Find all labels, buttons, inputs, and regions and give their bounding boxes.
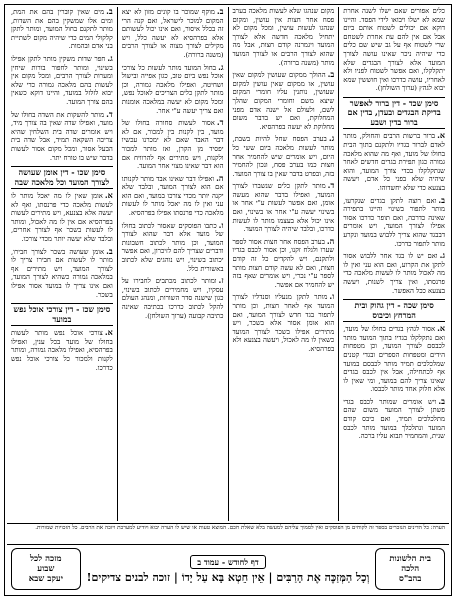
- document-page: [4, 4, 452, 596]
- paragraph: [122, 7, 224, 60]
- paragraph: [122, 118, 224, 171]
- paragraph: [122, 63, 224, 116]
- right-logo: [375, 548, 445, 590]
- paragraph: [233, 134, 335, 178]
- paragraph: [233, 7, 335, 67]
- paragraph-number: ה.: [326, 235, 335, 246]
- paragraph: [343, 196, 445, 249]
- paragraph-text: מוקף שמוכר בו קונים מזון לא יצא המקום למוכר לישראל, ואם קנה הרי זה בכלל איסור, ואם אינו יכול לעשותם אלא בפרהסיא לא יעשה כלל, ויש מקילים לצורך מצוה או לצורך הרבים (משנה ברורה).: [121, 8, 224, 59]
- paragraph-number: א.: [104, 190, 113, 201]
- section-heading: סימן שכו - דין אומן שעושה לצורך המועד וכל מלאכה שבה: [11, 166, 113, 189]
- paragraph: [122, 276, 224, 320]
- paragraph-text: מותר להשקות את השדה בחולו של מועד, ואפילו שדה שאין בה צורך מיד, ויש אומרים שדה בית השלחין שהיא צריכה השקאה תמיד, אבל שדה בית הבעל אסור, ומכל מקום אסור לעשות בדבר שיש בו טורח יתר.: [11, 110, 113, 162]
- footer-note: הערה: כל הדינים הנזכרים בספר זה לקוחים מן הפוסקים ואין לסמוך עליהם למעשה בלא שאלת חכם. המוצא טעות או שיש לו הערה יבוא ויודיע למערכת ויזכה את הרבים. כל הזכויות שמורות.: [7, 523, 449, 545]
- paragraph-number: ג.: [439, 250, 445, 261]
- paragraph-number: ב.: [106, 245, 113, 256]
- paragraph-number: ז.: [218, 275, 224, 286]
- paragraph-number: ו.: [218, 219, 224, 230]
- text-columns: [7, 7, 449, 521]
- paragraph-text: כלים אפורים שאם ישלו לשנה אחרת שמא לא ישלו ויבואו לידי הפסד. והיינו דוקא אם יכולים לשטוח אותם ביום אבל אם אין להם עת אחרת לשטחם שרי לשטוח אף על גב שיש שם כלים כדי שיהיה ניכר שאינו עושה לצורך המועד אלא לצורך הבגדים שלא יתקלקלו, ואם אפשר לשטוח לפניו ולא לאחריו, עושה כדרכו ואין חוששין שמא יבוא לגהץ (ערוך השולחן).: [343, 7, 445, 93]
- paragraph-text: ויש אומרים שמותר לכבס בגדי פשתן לצורך המועד משום שהם מתלכלכים תמיד, ואם כיבס קודם המועד ונתלכלך במועד מותר לכבס שנית, והמחמיר תבוא עליו ברכה.: [343, 397, 445, 441]
- paragraph-number: ב.: [216, 7, 224, 16]
- right-logo-line: בית הלשונות: [389, 554, 432, 564]
- bottom-bar: [7, 545, 449, 593]
- paragraph: [343, 324, 445, 394]
- paragraph-text: ומותר לכתוב מכתבים לחבירו על עסקיו, ויש מחמירים לכתוב בשינוי, כגון שישנה סדר השורות, ומנהג העולם להקל לכתוב כדרכו בכתיבה שאינה כתיבה קבועה (ערוך השולחן).: [121, 277, 224, 320]
- paragraph: [11, 328, 113, 372]
- left-logo-line: יעקב שבא: [28, 574, 63, 584]
- paragraph: [11, 191, 113, 244]
- left-logo-line: שבוע: [37, 564, 55, 574]
- left-logo: [11, 548, 81, 590]
- paragraph-number: ג.: [218, 61, 224, 72]
- paragraph: [343, 131, 445, 192]
- text-column: [229, 7, 340, 521]
- right-logo-line: בהב"ס: [399, 574, 422, 584]
- paragraph: [11, 7, 113, 51]
- paragraph-number: ב.: [106, 7, 113, 16]
- paragraph-number: ג.: [328, 133, 335, 144]
- section-heading: סימן שכה - דין גהוק ובית המרחץ וכיבוס: [343, 299, 445, 322]
- page-label: דף לחודש - עמוד ב: [190, 555, 266, 569]
- section-heading: סימן שכז - דין צורכי אוכל נפש במועד: [11, 303, 113, 326]
- paragraph: [233, 70, 335, 131]
- paragraph-number: ד.: [216, 117, 224, 128]
- paragraph-number: ג.: [107, 52, 113, 63]
- paragraph-text: צורכי אוכל נפש מותר לעשות בחולו של מועד בכל ענין, ואפילו בפרהסיא, ואפילו מלאכה גמורה, ומותר לקנות ולמכור כל צורכי אוכל נפש כדרכו.: [11, 329, 113, 372]
- paragraph: [343, 7, 445, 93]
- paragraph: [11, 54, 113, 107]
- paragraph-text: אסור לגהץ בגדים בחולו של מועד, ואם נתקלקלו בגדיו בתוך המועד מותר לכבסם לצורך המועד, וכן מטפחות הידים ומטפחות הספרים ובגדי קטנים שמלכלכים תמיד מותר לכבסם במועד אף לכתחילה, אבל אין לכבס בגדים שאינו צריך להם במועד, ומי שאין לו אלא חלוק אחד מותר לכבסו.: [343, 325, 445, 394]
- paragraph-text: כתבו הפוסקים שאסור לכתוב בחולו של מועד אלא דבר שהוא לצורך המועד, וכן מותר לכתוב חשבונות ודברים שצריך להם לזיכרון, ואם אפשר יכתוב בשינוי, ויש נוהגים שלא לכתוב באשורית כלל.: [121, 221, 224, 273]
- right-logo-line: הלכה: [401, 564, 420, 574]
- paragraph: [11, 247, 113, 300]
- paragraph-text: ואפילו דבר שאינו אבד מותר לקנותו אם הוא לצורך המועד, ובלבד שלא יקנה יותר מכדי צורכו במועד, ואם הוא עני ואין לו מה יאכל מותר לו לעשות מלאכה כדי פרנסתו אפילו בפרהסיא.: [121, 174, 224, 218]
- paragraph: [122, 221, 224, 274]
- paragraph-number: ד.: [327, 180, 335, 191]
- paragraph-text: ברור ברשות הרבים והחולק, מותר לאדם לברור בגדיו ולתקנם בתוך הבית בחולו של מועד, ואף מה שהוא מלאכה גמורה כגון תפירת בגדים חדשים לאחר שנתקלקלו בכדי צורך המועד, והוא שיהיה שלא בפני כל אדם, ויעשה בצנעא כדי שלא יחשדוהו.: [343, 132, 445, 192]
- paragraph-text: בערב הפסח שחל להיות בשבת, מותר לעשות מלאכה ביום ששי כל היום, ויש אומרים שיש להחמיר אחר חצות כמו בערב פסח, ונכון להחמיר בזה, ובפרט בדבר שאין בו צורך המועד.: [232, 135, 335, 178]
- paragraph: [233, 237, 335, 290]
- paragraph-text: ההולך ממקום שעושין למקום שאין עושין, או ממקום שאין עושין למקום שעושין, נותנין עליו חומרי המקום שיצא משם וחומרי המקום שהלך לשם, ולעולם אל ישנה אדם מפני המחלוקת, ואם יש בדבר משום מחלוקת לא יעשה בפרהסיא.: [232, 71, 335, 131]
- paragraph: [233, 292, 335, 353]
- left-logo-line: מזכה לכל: [30, 554, 62, 564]
- paragraph: [122, 174, 224, 218]
- paragraph-text: בחול המועד מותר לעשות כל צורכי אוכל נפש ביום טוב, כגון אפייה ובישול ושחיטה, ואפילו מלאכה גמורה, וכן מותר לתקן כלים הצריכים לאוכל נפש, ומכל מקום לא יעשה במלאכה אומנות ואם צריך יעשה ע"י אחר.: [121, 63, 224, 115]
- paragraph-number: א.: [437, 130, 445, 141]
- section-heading: סימן שכד - דין ברור לאפשר בדיקת הבגדים ובעדן, בדין אם ברור בדין ושבע: [343, 97, 445, 130]
- paragraph: [11, 110, 113, 163]
- paragraph-number: ו.: [329, 291, 335, 302]
- paragraph-text: ואם רוצה לתקן בגדים שנקרעו, מותר לתפור בשינוי והיינו בתפירה שאינה כדרכה, ואם תופר כדרכו אסור אפילו לצורך המועד, ויש אומרים דבבגד שהוא צריך ללבוש במועד ונקרע מותר לתפור כדרכו.: [343, 196, 445, 248]
- paragraph-text: אומן שעושה בשכר לצורך חבירו, מותר לו לעשות אם חבירו צריך לו לצורך המועד, ויש מתירים אף במלאכה גמורה כשהיא לצורך המועד, ואם אינו צריך לו במועד אסור אפילו בשכר.: [11, 247, 113, 299]
- paragraph-text: ואם יש לו בגד אחר ללבוש אסור לתקן את הקרוע, ואם הוא עני ואין לו מה לאכול מותר לו לעשות מלאכה כדי פרנסתו, ואין צריך לשנות, ויעשה בצנעא ככל האפשר.: [343, 252, 445, 295]
- paragraph-text: מותר לתקן כלים שנשברו לצורך המועד, ואפילו בדבר שהוא מעשה אומן, ואם אפשר לעשות ע"י אחר או בשינוי יעשה ע"י אחר או בשינוי, ואם אינו יכול אלא בעצמו מותר לו לעשות כדרכו, ובלבד שיהיה לצורך המועד.: [232, 182, 335, 234]
- paragraph: [343, 397, 445, 441]
- paragraph-number: ה.: [216, 172, 224, 183]
- paragraph: [343, 251, 445, 295]
- paragraph-number: ב.: [327, 69, 335, 80]
- paragraph-text: מים שאין קוברין בהם את המת, ומים אלו שמשקין בהם את השדות, מותר לתקנם בחול המועד, ומותר לתקן קלקולי המים כדי שיהיה מקום לשתיית בני אדם ובהמות.: [11, 8, 113, 51]
- paragraph-number: א.: [104, 327, 113, 338]
- paragraph-text: חפר שדות משקין מותר לתקן אפילו בשינוי, ומותר לחפור בורות שיחין ומערות לצורך הרבים, ומכל מקום אין לעשות בהם מלאכה גמורה כדי שלא יבוא לזלזל במועד, והיינו דוקא כשאין בהם צורך המועד.: [11, 54, 113, 106]
- paragraph-number: א.: [437, 323, 445, 334]
- paragraph: [233, 181, 335, 234]
- text-column: [339, 7, 449, 521]
- paragraph-text: אסור לעשות סחורה בחולו של מועד, בין לקנות בין למכור, אם לא דבר האבד שאם לא ימכרנו עכשיו יפסיד מן הקרן, ואז מותר למכור ולקנות, ויש מתירים אף להרוויח אם הוא דבר שאינו מצוי אחר המועד.: [121, 119, 224, 171]
- paragraph-number: ב.: [438, 395, 445, 406]
- paragraph-text: מקום שנהגו שלא לעשות מלאכה בערב פסח אחר חצות אין עושין, ומקום שנהגו לעשות עושין, ומכל מקום לא יתחיל מלאכה חדשה אלא לצורך המועד ויגמרנה קודם חצות, אבל מה שהוא לצורך הרבים או לצורך המועד מותר (משנה ברורה).: [232, 7, 335, 67]
- paragraph-number: ב.: [438, 194, 445, 205]
- slogan: וְכָל הַמְּזַכֶּה אֶת הָרַבִּים | אֵין חֵטְא בָּא עַל יָדוֹ | זוכה לבנים צדיקים!: [86, 570, 370, 584]
- paragraph-text: אומן שאין לו מה יאכל מותר לו לעשות מלאכה כדי פרנסתו, ואף לא יעשה אלא בצנעא, ויש מתירים לעשות בפרהסיא אם אין לו מה לאכול, ומותר לו לעשות בשכר אף לצורך אחרים, ובלבד שלא יעשה יותר מכדי צורכו.: [11, 192, 113, 244]
- paragraph-text: מותר לתקן מנעליו וסנדליו לצורך המועד אף לאחר חצות, וכן מותר לתפור בגד חדש לצורך המועד, ואם הוא אומן אסור אלא בשכר, ויש מתירים אפילו בשכר לצורך המועד כשאין לו מה לאכול, ויעשה בצנעא ולא בפרהסיא.: [232, 293, 335, 353]
- paragraph-number: ד.: [106, 108, 113, 119]
- text-column: [118, 7, 229, 521]
- bottom-center: [87, 555, 370, 584]
- text-column: [7, 7, 118, 521]
- paragraph-text: בערב הפסח אחר חצות אסור לספר שערו ולגלח זקנו, וכן אסור לכבס בגדיו ולתקנם, ויש להקדים כל זה קודם חצות, ואם לא עשה קודם חצות מותר לספר ע"י נכרי, ויש אומרים שאף בזה יש להחמיר אם אפשר.: [232, 237, 335, 289]
